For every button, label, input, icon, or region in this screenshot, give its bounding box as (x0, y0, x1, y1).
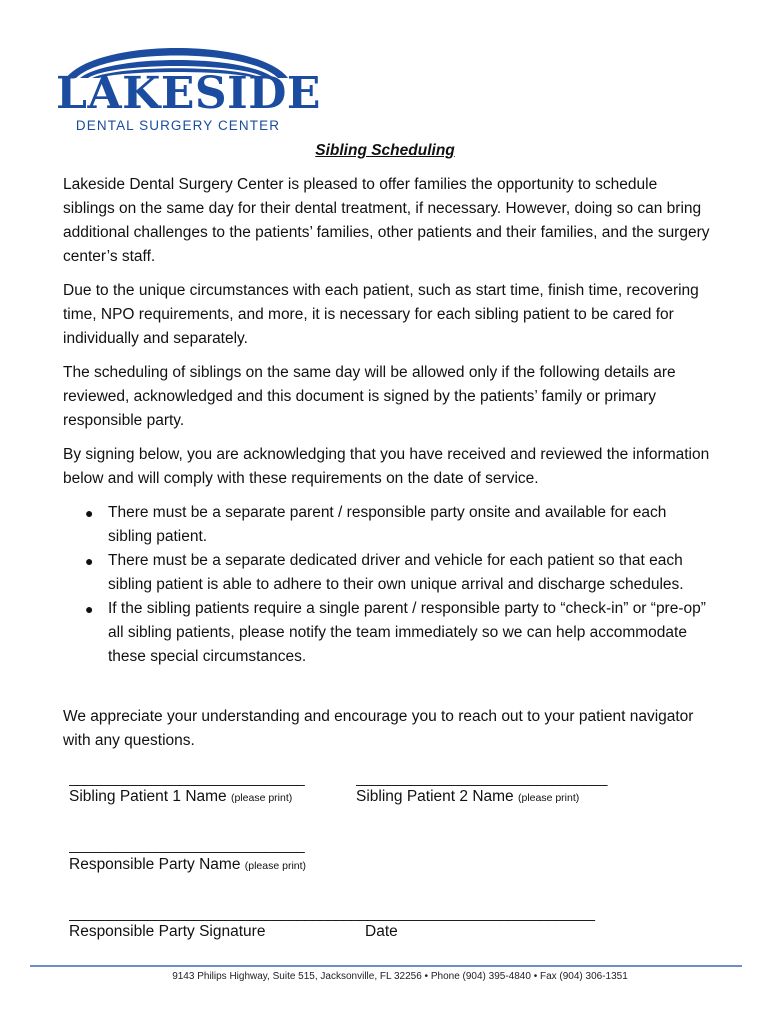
list-item-text: There must be a separate dedicated driver and vehicle for each patient so that each sibling patient is able to adhere to their own unique arrival and discharge schedules. (108, 552, 684, 593)
list-item (63, 597, 708, 669)
signature-date-field[interactable]: ___________________________________________________________________ (69, 906, 595, 922)
please-print-note: (please print) (244, 860, 307, 872)
footer-address: 9143 Philips Highway, Suite 515, Jacksonville, FL 32256 • Phone (904) 395-4840 • Fax (904) 306-1351 (172, 971, 628, 982)
sibling2-name-field[interactable]: ________________________________ (356, 771, 607, 787)
please-print-note: (please print) (517, 792, 580, 804)
list-item-text: There must be a separate parent / responsible party onsite and available for each sibling patient. (108, 504, 667, 545)
intro-paragraph: Lakeside Dental Surgery Center is pleased to offer families the opportunity to schedule siblings on the same day for their dental treatment, if necessary. However, doing so can bring additional challenges to the patients’ families, other patients and their families, and the surgery center’s staff. (63, 176, 710, 265)
logo-subtitle: DENTAL SURGERY CENTER (75, 118, 281, 133)
signature-label: Responsible Party Signature (69, 923, 266, 940)
list-item (63, 549, 708, 597)
responsible-party-name-label (69, 855, 306, 876)
bullet-icon: ● (85, 505, 94, 521)
responsible-label-text: Responsible Party Name (69, 856, 241, 873)
requirements-list (63, 501, 708, 669)
circumstances-paragraph: Due to the unique circumstances with each patient, such as start time, finish time, recovering time, NPO requirements, and more, it is necessary for each sibling patient to be cared for individually and separately. (63, 282, 699, 347)
sibling2-label-text: Sibling Patient 2 Name (356, 788, 514, 805)
please-print-note: (please print) (230, 792, 293, 804)
bullet-icon: ● (85, 601, 94, 617)
sibling1-name-field[interactable]: ______________________________ (69, 771, 305, 787)
lakeside-logo (52, 34, 321, 133)
document-title: Sibling Scheduling (315, 142, 455, 159)
footer-divider (30, 965, 742, 967)
sibling2-name-label (356, 787, 579, 808)
logo-wordmark: LAKESIDE (56, 68, 321, 119)
responsible-party-name-field[interactable]: ______________________________ (69, 838, 305, 854)
date-label: Date (365, 923, 398, 940)
sibling1-label-text: Sibling Patient 1 Name (69, 788, 227, 805)
bullet-icon: ● (85, 553, 94, 569)
scheduling-conditions-paragraph: The scheduling of siblings on the same day will be allowed only if the following details are reviewed, acknowledged and this document is signed by the patients’ family or primary responsible party. (63, 364, 676, 429)
sibling1-name-label (69, 787, 292, 808)
list-item-text: If the sibling patients require a single parent / responsible party to “check-in” or “pre-op” all sibling patients, please notify the team immediately so we can help accommodate these special circumstances. (108, 600, 706, 665)
list-item (63, 501, 708, 549)
acknowledgement-paragraph: By signing below, you are acknowledging that you have received and reviewed the information below and will comply with these requirements on the date of service. (63, 446, 710, 487)
closing-paragraph: We appreciate your understanding and encourage you to reach out to your patient navigator with any questions. (63, 708, 694, 749)
